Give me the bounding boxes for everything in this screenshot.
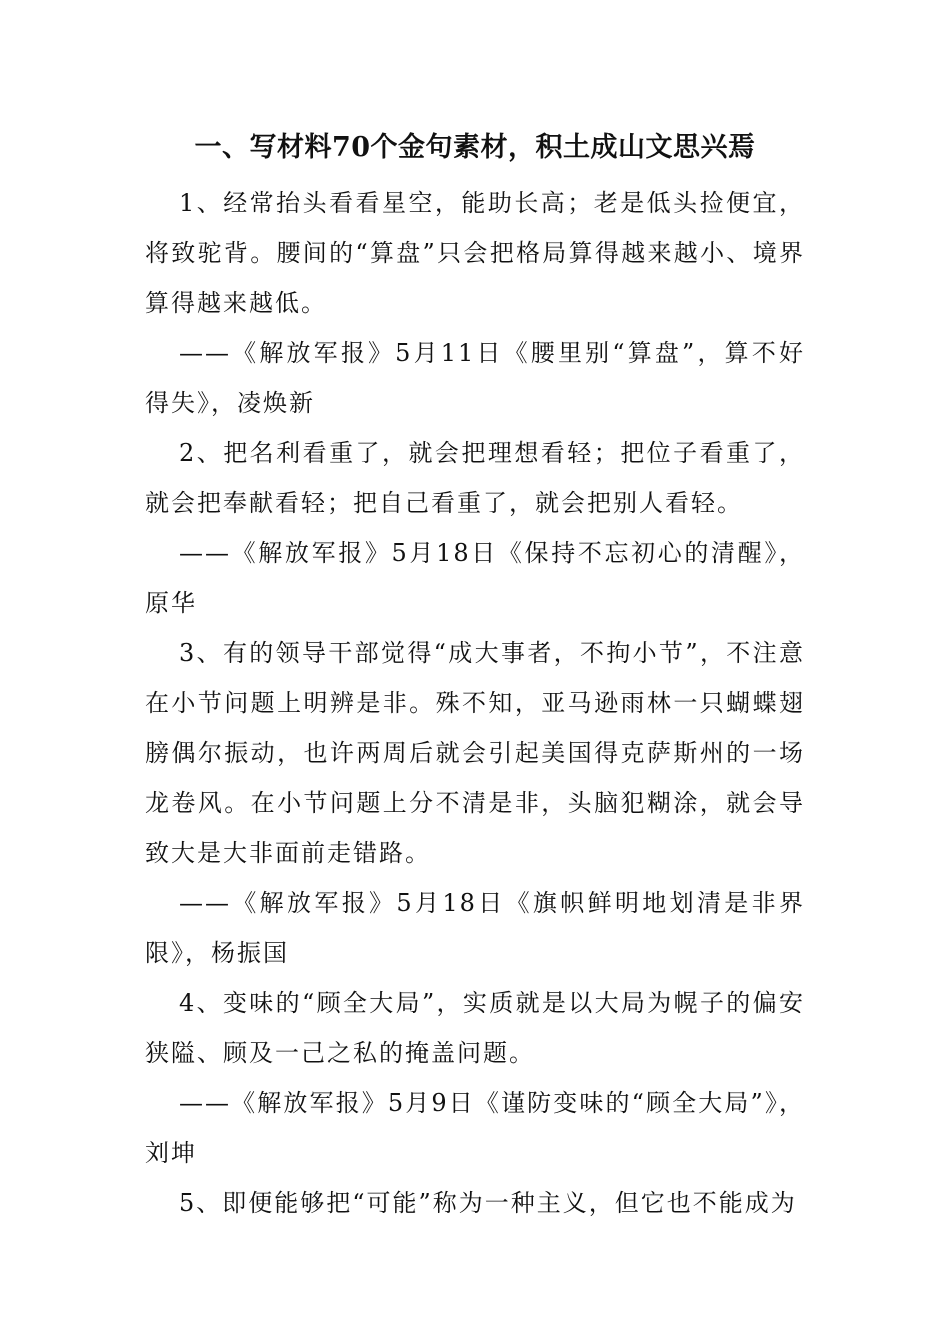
- document-body: [145, 178, 805, 1228]
- quote-source: ——《解放军报》5月18日《旗帜鲜明地划清是非界限》，杨振国: [145, 889, 805, 967]
- quote-source: ——《解放军报》5月11日《腰里别“算盘”，算不好得失》，凌焕新: [145, 339, 805, 417]
- quote-source: ——《解放军报》5月9日《谨防变味的“顾全大局”》，刘坤: [145, 1089, 805, 1167]
- quote-paragraph: 4、变味的“顾全大局”，实质就是以大局为幌子的偏安狭隘、顾及一己之私的掩盖问题。: [145, 989, 805, 1067]
- quote-source: ——《解放军报》5月18日《保持不忘初心的清醒》，原华: [145, 539, 805, 617]
- document-title: 一、写材料70个金句素材，积土成山文思兴焉: [194, 132, 756, 163]
- quote-paragraph: 5、即便能够把“可能”称为一种主义，但它也不能成为: [179, 1189, 797, 1217]
- quote-paragraph: 1、经常抬头看看星空，能助长高；老是低头捡便宜，将致驼背。腰间的“算盘”只会把格局算得越来越小、境界算得越来越低。: [145, 189, 805, 317]
- quote-paragraph: 3、有的领导干部觉得“成大事者，不拘小节”，不注意在小节问题上明辨是非。殊不知，亚马逊雨林一只蝴蝶翅膀偶尔振动，也许两周后就会引起美国得克萨斯州的一场龙卷风。在小节问题上分不清是非，头脑犯糊涂，就会导致大是大非面前走错路。: [145, 639, 805, 867]
- quote-paragraph: 2、把名利看重了，就会把理想看轻；把位子看重了，就会把奉献看轻；把自己看重了，就会把别人看轻。: [145, 439, 805, 517]
